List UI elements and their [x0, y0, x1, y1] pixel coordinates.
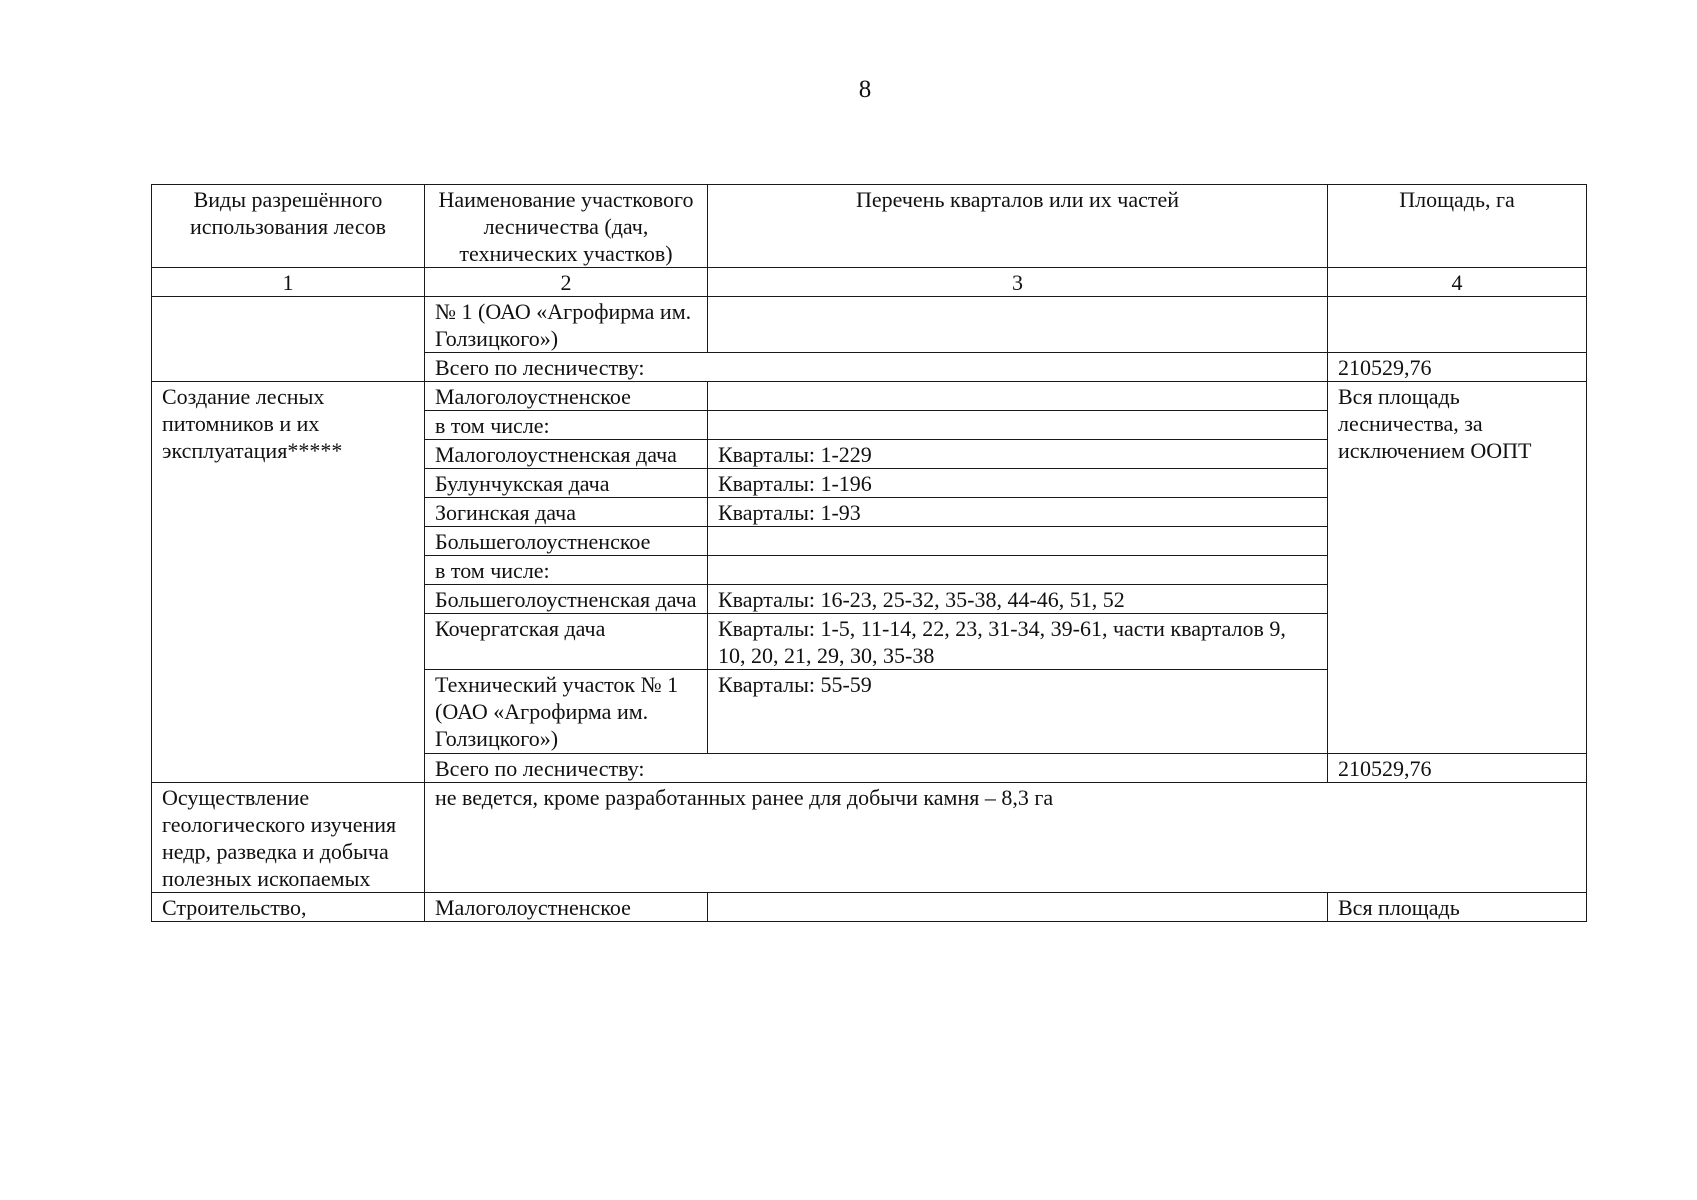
column-number-row [152, 268, 1587, 297]
quarters-cell [708, 556, 1328, 585]
quarters-cell: Кварталы: 1-196 [708, 469, 1328, 498]
forestry-name-cell: Зогинская дача [425, 498, 708, 527]
forestry-name-cell: в том числе: [425, 556, 708, 585]
header-use-type: Виды разрешённого использования лесов [152, 185, 425, 268]
forestry-name-cell: № 1 (ОАО «Агрофирма им. Голзицкого») [425, 297, 708, 353]
table-row [152, 382, 1587, 411]
total-value: 210529,76 [1328, 754, 1587, 783]
forestry-name-cell: в том числе: [425, 411, 708, 440]
use-type-cell: Создание лесных питомников и их эксплуатация***** [152, 382, 425, 783]
use-type-cell-empty [152, 297, 425, 382]
quarters-cell: Кварталы: 1-5, 11-14, 22, 23, 31-34, 39-61, части кварталов 9, 10, 20, 21, 29, 30, 35-38 [708, 614, 1328, 670]
table-row [152, 893, 1587, 922]
total-label: Всего по лесничеству: [425, 754, 1328, 783]
quarters-cell [708, 411, 1328, 440]
quarters-cell: Кварталы: 1-93 [708, 498, 1328, 527]
quarters-cell [708, 297, 1328, 353]
area-cell: Вся площадь лесничества, за исключением ООПТ [1328, 382, 1587, 754]
column-number: 4 [1328, 268, 1587, 297]
header-forestry-name: Наименование участкового лесничества (дач, технических участков) [425, 185, 708, 268]
quarters-cell: Кварталы: 1-229 [708, 440, 1328, 469]
quarters-cell [708, 382, 1328, 411]
table-header-row [152, 185, 1587, 268]
forest-use-table [151, 184, 1587, 922]
total-label: Всего по лесничеству: [425, 353, 1328, 382]
forestry-name-cell: Малоголоустненское [425, 382, 708, 411]
use-type-cell: Осуществление геологического изучения недр, разведка и добыча полезных ископаемых [152, 783, 425, 893]
area-cell: Вся площадь [1328, 893, 1587, 922]
column-number: 3 [708, 268, 1328, 297]
geology-note-cell: не ведется, кроме разработанных ранее для добычи камня – 8,3 га [425, 783, 1587, 893]
quarters-cell [708, 893, 1328, 922]
quarters-cell [708, 527, 1328, 556]
total-value: 210529,76 [1328, 353, 1587, 382]
page-number: 8 [858, 76, 872, 103]
quarters-cell: Кварталы: 16-23, 25-32, 35-38, 44-46, 51, 52 [708, 585, 1328, 614]
table-row [152, 783, 1587, 893]
quarters-cell: Кварталы: 55-59 [708, 670, 1328, 754]
forestry-name-cell: Кочергатская дача [425, 614, 708, 670]
column-number: 2 [425, 268, 708, 297]
header-area: Площадь, га [1328, 185, 1587, 268]
forestry-name-cell: Большеголоустненская дача [425, 585, 708, 614]
column-number: 1 [152, 268, 425, 297]
table-row [152, 297, 1587, 353]
area-cell [1328, 297, 1587, 353]
header-quarters: Перечень кварталов или их частей [708, 185, 1328, 268]
forestry-name-cell: Булунчукская дача [425, 469, 708, 498]
forestry-name-cell: Технический участок № 1 (ОАО «Агрофирма им. Голзицкого») [425, 670, 708, 754]
forestry-name-cell: Большеголоустненское [425, 527, 708, 556]
forestry-name-cell: Малоголоустненская дача [425, 440, 708, 469]
forestry-name-cell: Малоголоустненское [425, 893, 708, 922]
use-type-cell: Строительство, [152, 893, 425, 922]
